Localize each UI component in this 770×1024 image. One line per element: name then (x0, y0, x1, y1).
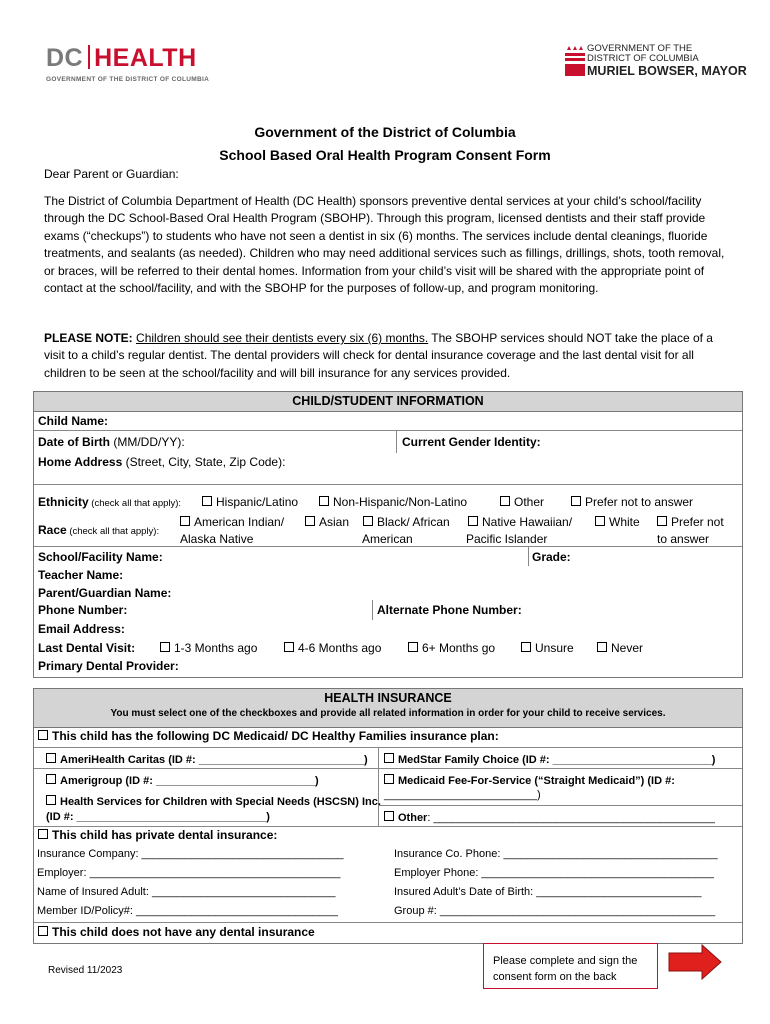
checkbox-icon (597, 642, 607, 652)
ethnicity-hint: (check all that apply): (88, 498, 182, 509)
checkbox-icon (657, 516, 667, 526)
child-name-label: Child Name: (38, 414, 109, 428)
medicaid-checkbox[interactable] (38, 729, 499, 743)
health-insurance-section (33, 688, 743, 944)
note-rest: The SBOHP services should NOT take the place of a visit to a child’s regular dentist. The dental providers will check for dental insurance coverage and the last dental visit for all children to be seen at the school/facility and will bill insurance for any services provided. (44, 331, 713, 380)
option-label: Prefer not to answer (585, 495, 694, 509)
checkbox-icon (500, 496, 510, 506)
greeting: Dear Parent or Guardian: (44, 167, 179, 181)
government-mayor-logo (587, 44, 747, 78)
ethnicity-text: Ethnicity (38, 495, 89, 509)
divider (378, 805, 742, 806)
no-insurance-checkbox[interactable] (38, 925, 315, 939)
checkbox-icon (319, 496, 329, 506)
address-format: (Street, City, State, Zip Code): (122, 455, 286, 469)
race-hint: (check all that apply): (66, 526, 160, 537)
checkbox-icon (180, 516, 190, 526)
gov-mayor: MURIEL BOWSER, MAYOR (587, 64, 747, 78)
home-address-field[interactable] (38, 455, 285, 469)
ethnicity-label (38, 495, 181, 509)
divider (34, 826, 742, 827)
checkbox-icon (202, 496, 212, 506)
option-label: Health Services for Children with Special Needs (HSCSN) Inc. (60, 796, 381, 808)
checkbox-icon (46, 795, 56, 805)
option-label: MedStar Family Choice (ID #: __________________________) (398, 754, 716, 766)
insurance-heading-block (34, 689, 742, 728)
ethnicity-non-hispanic-checkbox[interactable] (319, 495, 467, 509)
no-insurance-label: This child does not have any dental insurance (52, 925, 315, 939)
member-id-field[interactable]: Member ID/Policy#: _________________________________ (37, 905, 338, 917)
divider (34, 768, 742, 769)
option-label: 1-3 Months ago (174, 641, 258, 655)
ethnicity-other-checkbox[interactable] (500, 495, 544, 509)
option-label: American Indian/ (194, 515, 285, 529)
back-page-note: Please complete and sign the consent form on the back (483, 943, 658, 989)
divider (34, 430, 742, 431)
divider (396, 431, 397, 453)
title-line-1: Government of the District of Columbia (254, 124, 516, 140)
teacher-label: Teacher Name: (38, 568, 124, 582)
visit-unsure-checkbox[interactable] (521, 641, 574, 655)
right-arrow-icon (668, 944, 722, 980)
dc-health-logo (46, 44, 197, 73)
race-cont-pacific: Pacific Islander (466, 532, 548, 546)
dob-field[interactable] (38, 435, 185, 449)
divider (34, 484, 742, 485)
option-label: Amerigroup (ID #: __________________________) (60, 775, 319, 787)
divider (528, 546, 529, 566)
amerigroup-checkbox[interactable] (46, 774, 319, 787)
fee-for-service-checkbox[interactable] (384, 774, 675, 787)
option-label: AmeriHealth Caritas (ID #: ___________________________) (60, 754, 368, 766)
checkbox-icon (38, 829, 48, 839)
other-label: Other (398, 812, 428, 824)
checkbox-icon (363, 516, 373, 526)
employer-field[interactable]: Employer: _________________________________________ (37, 867, 341, 879)
option-label: Unsure (535, 641, 574, 655)
race-black-checkbox[interactable] (363, 515, 450, 529)
option-label: Prefer not (671, 515, 724, 529)
medstar-checkbox[interactable] (384, 753, 715, 766)
insurance-company-field[interactable]: Insurance Company: _________________________________ (37, 848, 344, 860)
visit-4-6-checkbox[interactable] (284, 641, 381, 655)
visit-6-plus-checkbox[interactable] (408, 641, 495, 655)
revised-date: Revised 11/2023 (48, 965, 123, 976)
divider (34, 922, 742, 923)
private-insurance-checkbox[interactable] (38, 828, 277, 842)
option-label: Hispanic/Latino (216, 495, 299, 509)
option-label: Native Hawaiian/ (482, 515, 573, 529)
visit-1-3-checkbox[interactable] (160, 641, 257, 655)
divider (34, 747, 742, 748)
intro-paragraph: The District of Columbia Department of Health (DC Health) sponsors preventive dental services at your child’s school/facility through the DC School-Based Oral Health Program (SBOHP). Through this program, licensed dentists and their staff provide exams (“checkups”) to students who have not seen a dentist in six (6) months. The services include dental cleanings, fluoride treatments, and sealants (as needed). Children who may need additional services such as fillings, drillings, shots, tooth removal, or braces, will be referred to their dental homes. Information from your child’s visit will be shared with the appropriate point of contact at the school/facility, and with the SBOHP for the purposes of follow-up, and program monitoring. (44, 194, 725, 296)
race-cont-american: American (362, 532, 413, 546)
insured-adult-field[interactable]: Name of Insured Adult: ______________________________ (37, 886, 336, 898)
last-visit-label: Last Dental Visit: (38, 641, 136, 655)
private-label: This child has private dental insurance: (52, 828, 278, 842)
dob-label: Date of Birth (38, 435, 110, 449)
race-cont-answer: to answer (657, 532, 710, 546)
insurance-subheading: You must select one of the checkboxes and provide all related information in order for your child to receive services. (110, 708, 666, 719)
address-label: Home Address (38, 455, 123, 469)
ethnicity-hispanic-checkbox[interactable] (202, 495, 298, 509)
other-insurance-checkbox[interactable] (384, 811, 715, 824)
option-label: Never (611, 641, 644, 655)
checkbox-icon (46, 774, 56, 784)
logo-subtitle: GOVERNMENT OF THE DISTRICT OF COLUMBIA (46, 76, 210, 83)
option-label: Non-Hispanic/Non-Latino (333, 495, 468, 509)
option-label: White (609, 515, 640, 529)
divider (378, 747, 379, 827)
dob-format: (MM/DD/YY): (110, 435, 185, 449)
race-prefer-not-checkbox[interactable] (657, 515, 724, 529)
option-label: Other (514, 495, 545, 509)
other-line: : ______________________________________________ (427, 812, 715, 824)
divider (372, 600, 373, 620)
checkbox-icon (595, 516, 605, 526)
note-label: PLEASE NOTE: (44, 331, 133, 345)
school-label: School/Facility Name: (38, 550, 163, 564)
checkbox-icon (305, 516, 315, 526)
child-info-heading: CHILD/STUDENT INFORMATION (34, 392, 742, 412)
race-cont-alaska: Alaska Native (180, 532, 254, 546)
checkbox-icon (38, 926, 48, 936)
insurance-phone-field[interactable]: Insurance Co. Phone: ___________________________________ (394, 848, 718, 860)
checkbox-icon (284, 642, 294, 652)
checkbox-icon (160, 642, 170, 652)
checkbox-icon (408, 642, 418, 652)
amerihealth-checkbox[interactable] (46, 753, 368, 766)
option-label: Medicaid Fee-For-Service (“Straight Medicaid”) (ID #: (398, 775, 675, 787)
note-underlined: Children should see their dentists every six (6) months. (136, 331, 429, 345)
phone-label: Phone Number: (38, 603, 128, 617)
insured-dob-field[interactable]: Insured Adult’s Date of Birth: ___________________________ (394, 886, 702, 898)
logo-divider (88, 45, 90, 69)
option-label: Black/ African (377, 515, 450, 529)
employer-phone-field[interactable]: Employer Phone: ______________________________________ (394, 867, 714, 879)
visit-never-checkbox[interactable] (597, 641, 643, 655)
race-asian-checkbox[interactable] (305, 515, 349, 529)
parent-label: Parent/Guardian Name: (38, 586, 172, 600)
ffs-id-line: _________________________) (384, 789, 541, 801)
provider-label: Primary Dental Provider: (38, 659, 179, 673)
checkbox-icon (571, 496, 581, 506)
logo-dc-text: DC (46, 44, 84, 72)
race-american-indian-checkbox[interactable] (180, 515, 284, 529)
ethnicity-prefer-not-checkbox[interactable] (571, 495, 693, 509)
race-text: Race (38, 523, 67, 537)
email-label: Email Address: (38, 622, 125, 636)
dc-flag-icon (565, 46, 585, 76)
medicaid-label: This child has the following DC Medicaid/ DC Healthy Families insurance plan: (52, 729, 499, 743)
hscsn-checkbox[interactable] (46, 795, 381, 808)
alt-phone-label: Alternate Phone Number: (377, 603, 522, 617)
checkbox-icon (384, 811, 394, 821)
grade-label: Grade: (532, 550, 571, 564)
checkbox-icon (46, 753, 56, 763)
gov-line-2: DISTRICT OF COLUMBIA (587, 53, 699, 64)
option-label: 4-6 Months ago (298, 641, 382, 655)
checkbox-icon (384, 774, 394, 784)
checkbox-icon (384, 753, 394, 763)
checkbox-icon (521, 642, 531, 652)
race-label (38, 523, 159, 537)
child-info-section (33, 391, 743, 678)
race-white-checkbox[interactable] (595, 515, 640, 529)
race-native-hawaiian-checkbox[interactable] (468, 515, 572, 529)
checkbox-icon (38, 730, 48, 740)
insurance-heading: HEALTH INSURANCE (324, 691, 452, 705)
logo-health-text: HEALTH (94, 44, 197, 72)
checkbox-icon (468, 516, 478, 526)
group-number-field[interactable]: Group #: _____________________________________________ (394, 905, 716, 917)
gender-label: Current Gender Identity: (402, 435, 541, 449)
gov-line-1: GOVERNMENT OF THE (587, 43, 693, 54)
hscsn-id-line: (ID #: _______________________________) (46, 811, 270, 823)
option-label: Asian (319, 515, 350, 529)
please-note-paragraph (44, 330, 734, 382)
option-label: 6+ Months go (422, 641, 496, 655)
title-line-2: School Based Oral Health Program Consent Form (219, 147, 551, 163)
divider (34, 546, 742, 547)
